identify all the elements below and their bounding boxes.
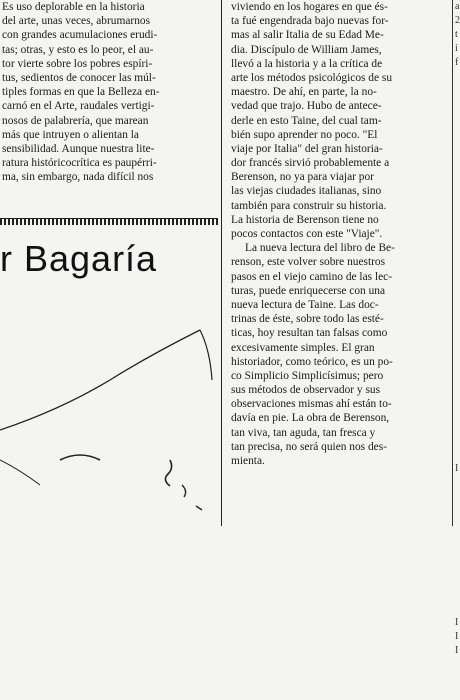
edge-mark: I [455, 617, 459, 628]
column-rule [221, 0, 222, 526]
edge-mark [455, 210, 460, 224]
text-line: tan viva, tan aguda, tan fresca y [231, 426, 376, 439]
edge-mark: I [455, 645, 459, 656]
text-line: Es uso deplorable en la historia [2, 1, 145, 13]
page-edge-rule [452, 0, 453, 526]
edge-mark: a [455, 1, 460, 12]
edge-mark [455, 238, 460, 252]
edge-mark [455, 532, 460, 546]
illustration-caption-headline: r Bagaría [0, 238, 158, 279]
text-line: las viejas ciudades italianas, sino [231, 185, 382, 198]
edge-mark [455, 490, 460, 504]
edge-mark [455, 280, 460, 294]
edge-mark [455, 602, 460, 616]
edge-mark [455, 252, 460, 266]
edge-mark [455, 112, 460, 126]
text-line: maestro. De ahí, en parte, la no- [231, 86, 377, 99]
edge-mark [455, 168, 460, 182]
right-column-text [231, 0, 451, 468]
text-line: tan precisa, no será quien nos des- [231, 440, 387, 453]
text-line: ma, sin embargo, nada difícil nos [2, 171, 154, 184]
adjacent-column-fragments [455, 0, 460, 700]
text-line: historiador, como teórico, es un po- [231, 355, 393, 368]
text-line: davía en pie. La obra de Berenson, [231, 412, 390, 425]
text-line: arte los métodos psicológicos de su [231, 71, 393, 84]
text-line: excesivamente simples. El gran [231, 341, 375, 354]
text-line: con grandes acumulaciones erudi- [2, 29, 158, 42]
text-line: derle en esto Taine, del cual tam- [231, 114, 382, 127]
text-line: también para construir su historia. [231, 199, 387, 212]
text-line: llevó a la historia y a la crítica de [231, 57, 383, 70]
edge-mark [455, 448, 460, 462]
edge-mark [455, 364, 460, 378]
text-line: del arte, unas veces, abrumarnos [2, 15, 151, 28]
text-line: tas; otras, y esto es lo peor, el au- [2, 43, 154, 56]
edge-mark [455, 546, 460, 560]
edge-mark [455, 224, 460, 238]
edge-mark [455, 518, 460, 532]
edge-mark: t [455, 29, 458, 40]
text-line: Berenson, no ya para viajar por [231, 171, 374, 184]
text-line: pasos en el viejo camino de las lec- [231, 270, 392, 283]
edge-mark: 2 [455, 15, 460, 26]
text-line: La historia de Berenson tiene no [231, 213, 379, 226]
text-line: nueva lectura de Taine. Las doc- [231, 298, 379, 311]
edge-mark [455, 266, 460, 280]
edge-mark: i [455, 43, 458, 54]
text-line: ta fué engendrada bajo nuevas for- [231, 15, 389, 28]
edge-mark [455, 406, 460, 420]
edge-mark [455, 686, 460, 700]
text-line: dor francés sirvió probablemente a [231, 157, 390, 170]
text-line: nosos de palabrería, que marean [2, 114, 149, 127]
text-line: carnó en el Arte, raudales vertigi- [2, 100, 155, 113]
text-line: mas al salir Italia de su Edad Me- [231, 29, 384, 42]
text-line: tor vierte sobre los pobres espíri- [2, 57, 153, 70]
text-line: bién supo aprender no poco. "El [231, 128, 378, 141]
text-line: observaciones mismas ahí están to- [231, 398, 392, 411]
edge-mark [455, 350, 460, 364]
edge-mark [455, 504, 460, 518]
text-line: viviendo en los hogares en que és- [231, 1, 388, 13]
edge-mark [455, 126, 460, 140]
edge-mark [455, 98, 460, 112]
left-column-text [2, 0, 214, 184]
text-line: sensibilidad. Aunque nuestra lite- [2, 142, 155, 155]
text-line: vedad que trajo. Hubo de antece- [231, 100, 382, 113]
edge-mark [455, 420, 460, 434]
edge-mark [455, 182, 460, 196]
text-line: pocos contactos con este "Viaje". [231, 228, 383, 240]
edge-mark [455, 70, 460, 84]
edge-mark: f [455, 57, 459, 68]
edge-mark [455, 154, 460, 168]
text-line: tus, sedientos de conocer las múl- [2, 71, 156, 84]
edge-mark [455, 658, 460, 672]
text-line: ratura históricocrítica es paupérri- [2, 157, 157, 170]
edge-mark [455, 322, 460, 336]
text-line: co Simplicio Simplicísimus; pero [231, 369, 384, 382]
text-line: mienta. [231, 455, 265, 467]
edge-mark: I [455, 631, 459, 642]
edge-mark [455, 294, 460, 308]
column-divider-rule [0, 218, 218, 225]
text-line: viaje por Italia" del gran historia- [231, 142, 383, 155]
edge-mark [455, 560, 460, 574]
edge-mark [455, 140, 460, 154]
edge-mark [455, 574, 460, 588]
edge-mark [455, 378, 460, 392]
edge-mark [455, 84, 460, 98]
text-line: La nueva lectura del libro de Be- [245, 242, 395, 255]
text-line: sus métodos de observador y sus [231, 384, 381, 397]
text-line: tiples formas en que la Belleza en- [2, 86, 160, 99]
text-line: ticas, hoy resultan tan falsas como [231, 327, 388, 340]
text-line: más que intruyen o alientan la [2, 128, 139, 141]
text-line: trinas de éste, sobre todo las esté- [231, 313, 384, 326]
text-line: dia. Discípulo de William James, [231, 43, 382, 56]
edge-mark [455, 308, 460, 322]
edge-mark [455, 476, 460, 490]
edge-mark [455, 672, 460, 686]
caricature-sketch-drawing [0, 310, 218, 526]
text-line: turas, puede enriquecerse con una [231, 284, 386, 297]
edge-mark [455, 434, 460, 448]
text-line: renson, este volver sobre nuestros [231, 256, 386, 269]
edge-mark [455, 588, 460, 602]
edge-mark [455, 336, 460, 350]
edge-mark [455, 392, 460, 406]
edge-mark [455, 196, 460, 210]
edge-mark: I [455, 463, 459, 474]
